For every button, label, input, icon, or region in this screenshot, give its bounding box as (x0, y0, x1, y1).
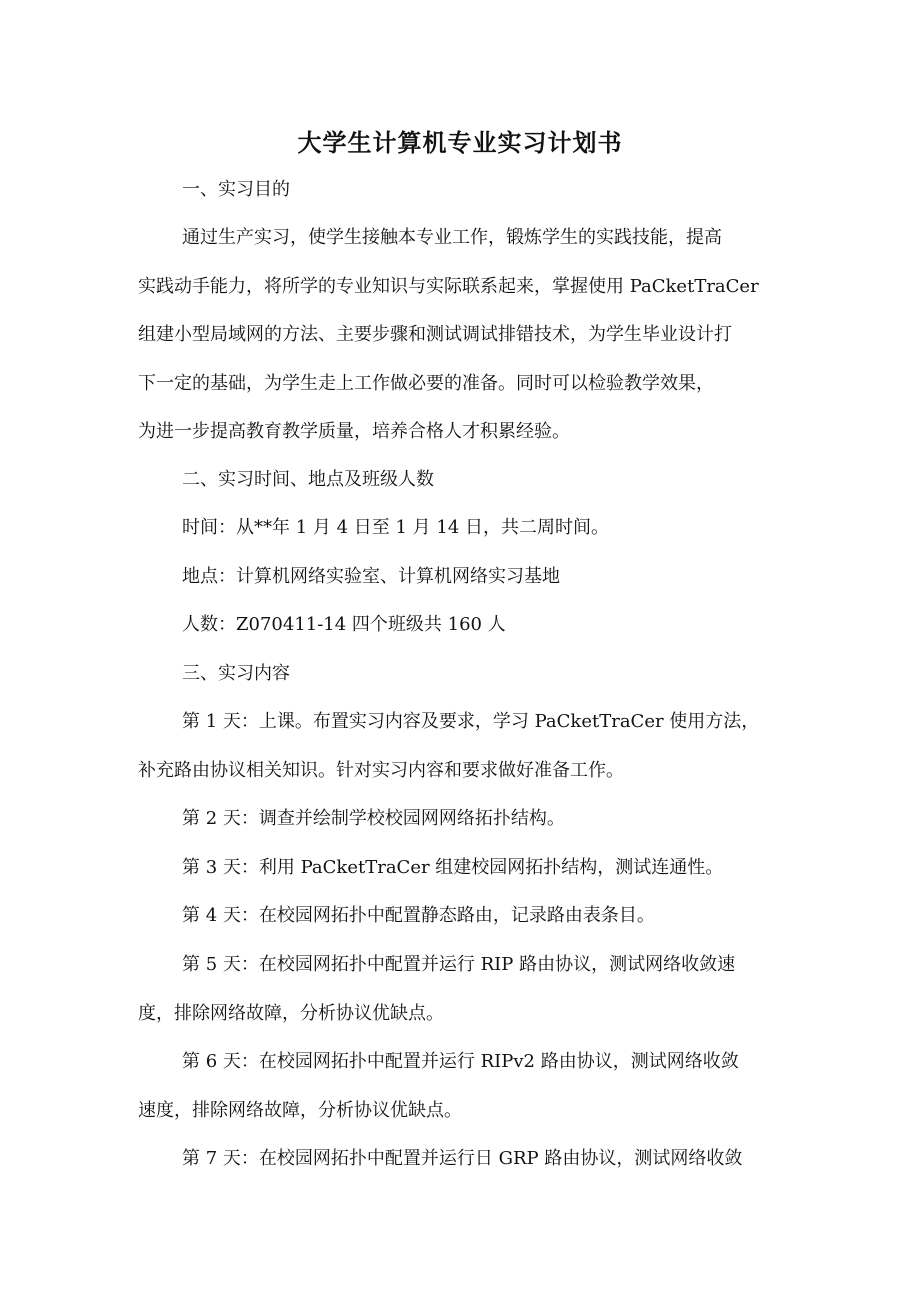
section-heading-content (138, 650, 788, 699)
paragraph-day-6 (138, 1038, 788, 1135)
paragraph-line: 为进一步提高教育教学质量，培养合格人才积累经验。 (138, 421, 570, 442)
paragraph-line: 实践动手能力，将所学的专业知识与实际联系起来，掌握使用 PaCketTraCer (138, 275, 759, 297)
paragraph-line: 第 4 天：在校园网拓扑中配置静态路由，记录路由表条目。 (182, 905, 655, 926)
paragraph-day-5 (138, 941, 788, 1038)
paragraph-line: 通过生产实习，使学生接触本专业工作，锻炼学生的实践技能，提高 (182, 227, 722, 248)
paragraph-day-1 (138, 698, 788, 795)
paragraph-day-7 (138, 1135, 788, 1184)
paragraph-day-4 (138, 892, 788, 941)
paragraph-line: 组建小型局域网的方法、主要步骤和测试调试排错技术，为学生毕业设计打 (138, 324, 732, 345)
paragraph-line: 第 6 天：在校园网拓扑中配置并运行 RIPv2 路由协议，测试网络收敛 (182, 1051, 739, 1072)
time-line: 时间：从**年 1 月 4 日至 1 月 14 日，共二周时间。 (182, 517, 610, 538)
section-heading-time-place (138, 456, 788, 505)
place-line: 地点：计算机网络实验室、计算机网络实习基地 (182, 566, 560, 587)
paragraph-line: 第 5 天：在校园网拓扑中配置并运行 RIP 路由协议，测试网络收敛速 (182, 954, 736, 975)
heading-text: 三、实习内容 (182, 663, 290, 684)
paragraph-people (138, 601, 788, 650)
paragraph-line: 第 1 天：上课。布置实习内容及要求，学习 PaCketTraCer 使用方法， (182, 711, 760, 732)
section-heading-purpose (138, 166, 788, 215)
paragraph-time (138, 504, 788, 553)
heading-text: 二、实习时间、地点及班级人数 (182, 469, 434, 490)
heading-text: 一、实习目的 (182, 179, 290, 200)
paragraph-line: 下一定的基础，为学生走上工作做必要的准备。同时可以检验教学效果， (138, 372, 714, 394)
paragraph-place (138, 553, 788, 602)
paragraph-line: 第 3 天：利用 PaCketTraCer 组建校园网拓扑结构，测试连通性。 (182, 857, 724, 878)
paragraph-line: 补充路由协议相关知识。针对实习内容和要求做好准备工作。 (138, 759, 624, 781)
paragraph-line: 速度，排除网络故障，分析协议优缺点。 (138, 1099, 462, 1121)
paragraph-day-2 (138, 795, 788, 844)
paragraph-line: 第 2 天：调查并绘制学校校园网网络拓扑结构。 (182, 808, 565, 829)
people-line: 人数：Z070411-14 四个班级共 160 人 (182, 614, 506, 635)
paragraph-day-3 (138, 844, 788, 893)
paragraph-purpose (138, 214, 788, 457)
paragraph-line: 第 7 天：在校园网拓扑中配置并运行日 GRP 路由协议，测试网络收敛 (182, 1148, 743, 1169)
paragraph-line: 度，排除网络故障，分析协议优缺点。 (138, 1002, 444, 1024)
document-title: 大学生计算机专业实习计划书 (297, 129, 623, 157)
